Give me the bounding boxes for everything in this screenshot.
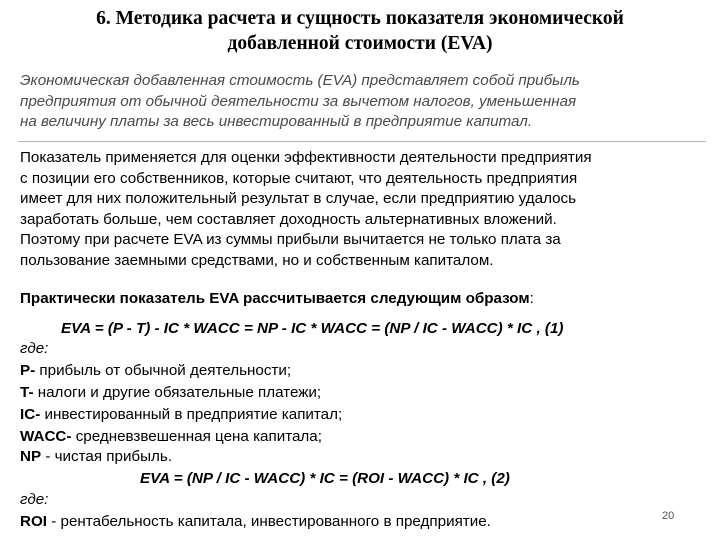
definition-desc: - рентабельность капитала, инвестированного в предприятие. xyxy=(47,513,491,530)
paragraph-line-4: заработать больше, чем составляет доходность альтернативных вложений. xyxy=(20,210,557,228)
where-label-2: где: xyxy=(20,491,49,508)
paragraph-line-3: имеет для них положительный результат в случае, если предприятию удалось xyxy=(20,190,577,207)
paragraph-line-5: Поэтому при расчете EVA из суммы прибыли вычитается не только плата за xyxy=(20,231,561,248)
intro-line-1: Экономическая добавленная стоимость (EVA) представляет собой прибыль xyxy=(20,72,580,89)
paragraph-line-2: с позиции его собственников, которые считают, что деятельность предприятия xyxy=(20,169,578,187)
definition-np xyxy=(20,447,172,467)
where-label-1: где: xyxy=(20,340,49,357)
title-line-1: 6. Методика расчета и сущность показателя экономической xyxy=(96,8,624,29)
intro-line-2: предприятия от обычной деятельности за вычетом налогов, уменьшенная xyxy=(20,92,577,110)
lead-text: Практически показатель EVA рассчитывается следующим образом xyxy=(20,290,530,307)
paragraph-line-6: пользование заемными средствами, но и собственным капиталом. xyxy=(20,251,494,269)
definition-ic xyxy=(20,405,342,425)
calculation-lead xyxy=(20,289,710,310)
formula-1: EVA = (P - T) - IC * WACC = NP - IC * WACC = (NP / IC - WACC) * IC , (1) xyxy=(61,320,564,337)
definition-desc: инвестированный в предприятие капитал; xyxy=(40,406,343,423)
definition-p xyxy=(20,361,291,381)
paragraph-line-1: Показатель применяется для оценки эффективности деятельности предприятия xyxy=(20,149,592,166)
definition-roi xyxy=(20,512,491,532)
definition-term: IC- xyxy=(20,406,41,423)
definition-wacc xyxy=(20,427,322,447)
title-line-2: добавленной стоимости (EVA) xyxy=(227,33,493,54)
divider-line xyxy=(18,141,706,142)
definition-term: T- xyxy=(20,384,34,401)
definition-desc: средневзвешенная цена капитала; xyxy=(71,428,322,445)
body-paragraph xyxy=(20,148,710,271)
definition-term: P- xyxy=(20,362,36,379)
definition-term: WACC- xyxy=(20,428,72,445)
intro-definition xyxy=(20,71,710,133)
lead-colon: : xyxy=(529,290,534,307)
page-number: 20 xyxy=(662,510,675,522)
intro-line-3: на величину платы за весь инвестированный в предприятие капитал. xyxy=(20,113,533,130)
definition-term: NP xyxy=(20,448,42,465)
slide-title xyxy=(20,6,700,56)
definition-t xyxy=(20,383,321,403)
definition-term: ROI xyxy=(20,513,48,530)
definition-desc: прибыль от обычной деятельности; xyxy=(35,362,292,379)
formula-2: EVA = (NP / IC - WACC) * IC = (ROI - WACC) * IC , (2) xyxy=(140,470,510,487)
definition-desc: - чистая прибыль. xyxy=(41,448,173,465)
definition-desc: налоги и другие обязательные платежи; xyxy=(33,384,322,401)
